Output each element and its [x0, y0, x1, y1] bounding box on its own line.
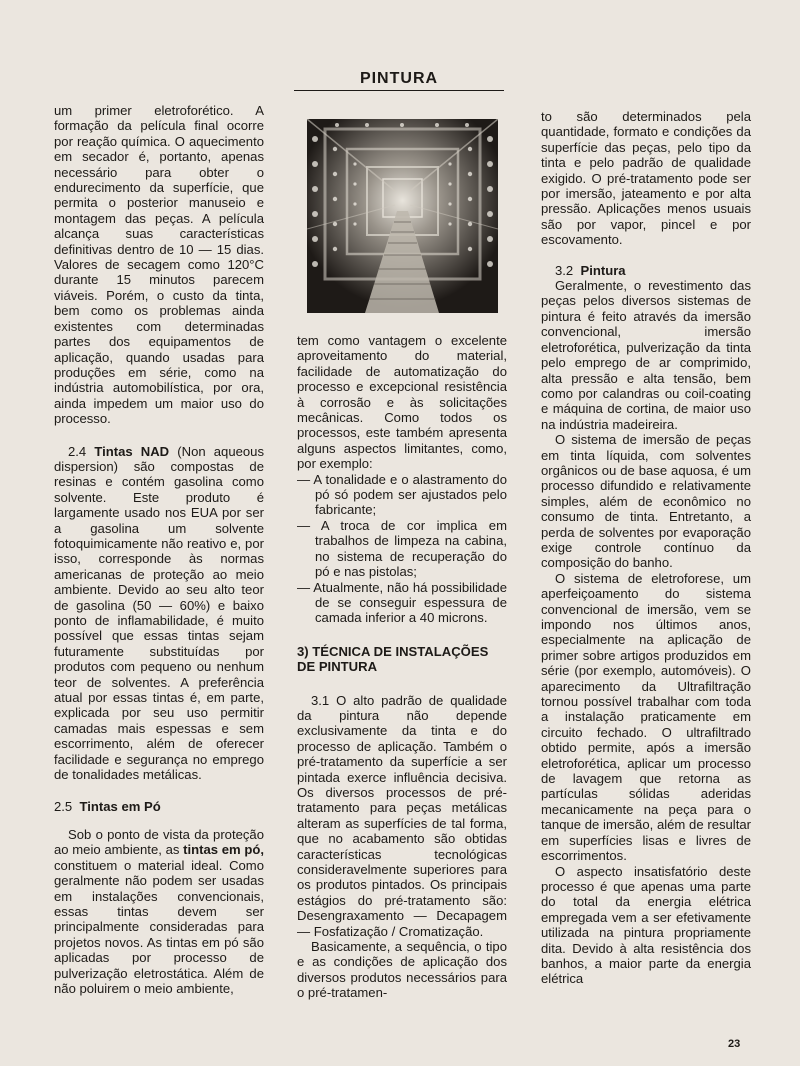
section-number: 3.1 [311, 692, 330, 708]
section-heading: 3) TÉCNICA DE INSTALAÇÕES DE PINTURA [297, 643, 489, 675]
paint-booth-tunnel-photo [307, 119, 498, 313]
text-run: constituem o material ideal. Como geralmente não podem ser usadas em instalações convencionais, essas tintas devem ser principalmente consideradas para projetos novos. As tintas em pó são aplicadas por processo de pulverização eletrostática. Além de não poluirem o meio ambiente, [54, 857, 264, 996]
paragraph-tintas-nad [54, 444, 264, 783]
column-right [541, 109, 751, 987]
bold-run: tintas em pó, [183, 842, 265, 858]
column-left [54, 103, 264, 996]
section-title: Pintura [580, 262, 626, 278]
subheading-pintura [541, 263, 751, 278]
list-item: — Atualmente, não há possibilidade de se conseguir espessura de camada inferior a 40 microns. [297, 579, 507, 626]
paragraph: O aspecto insatisfatório deste processo é que apenas uma parte do total da energia elétrica empregada vem a ser efetivamente utilizada na pintura propriamente dita. Devido à alta resistência dos banhos, a maior parte da energia elétrica [541, 863, 751, 987]
list-item: — A tonalidade e o alastramento do pó só podem ser ajustados pelo fabricante; [297, 471, 507, 518]
section-title: Tintas em Pó [79, 799, 161, 815]
section-number: 2.5 [54, 799, 73, 815]
list-item: — A troca de cor implica em trabalhos de limpeza na cabina, no sistema de recuperação do pó e nas pistolas; [297, 517, 507, 580]
paragraph-tintas-em-po [54, 827, 264, 996]
section-number: 2.4 [68, 443, 87, 459]
subheading-tintas-em-po [54, 799, 264, 814]
paragraph: tem como vantagem o excelente aproveitamento do material, facilidade de automatização do processo e excepcional resistência à corrosão e às solicitações mecânicas. Como todos os processos, este também apresenta alguns aspectos limitantes, como, por exemplo: [297, 333, 507, 472]
section-title: Tintas NAD [94, 443, 170, 459]
paragraph: to são determinados pela quantidade, formato e condições da superfície das peças, pelo tipo da tinta e pelo padrão de qualidade exigido. O pré-tratamento pode ser por imersão, jateamento e por alta pressão. Aplicações menos usuais são por vapor, pincel e por escovamento. [541, 109, 751, 248]
section-text: (Non aqueous dispersion) são compostas de resinas e contém gasolina como solvente. Este produto é largamente usado nos EUA por ser a gasolina um solvente fotoquimicamente não reativo e, por isso, corresponde às normas americanas de proteção ao meio ambiente. Devido ao seu alto teor de gasolina (50 — 60%) e baixo ponto de inflamabilidade, é muito possível que essas tintas sejam futuramente substituídas por produtos com pequeno ou nenhum teor de solventes. A preferência atual por essas tintas é, em parte, explicada por seu uso permitir camadas mais espessas e sem escorrimento, além de oferecer facilidade e segurança no emprego de tonalidades metálicas. [54, 443, 265, 783]
section-number: 3.2 [555, 262, 574, 278]
paragraph: Geralmente, o revestimento das peças pelos diversos sistemas de pintura é feito através da imersão convencional, imersão eletroforética, pulverização da tinta pelo emprego de ar comprimido, alta pressão e alta tensão, bem como por calandras ou coil-coating e máquina de cortina, de maior uso na indústria madeireira. [541, 278, 751, 432]
paragraph-3-1 [297, 693, 507, 940]
paragraph: um primer eletroforético. A formação da película final ocorre por reação química. O aquecimento em secador é, portanto, apenas necessário para obter o endurecimento da superfície, que permita o posterior manuseio e montagem das peças. A película alcança suas características definitivas dentro de 10 — 15 dias. Valores de secagem como 120°C durante 15 minutos parecem viáveis. Porém, o custo da tinta, bem como os problemas ainda existentes com determinadas partes dos equipamentos de aplicação, quando usadas para produções em série, como na indústria automobilística, por ora, ainda impedem um maior uso do processo. [54, 103, 264, 427]
column-middle [297, 333, 507, 1001]
paragraph: O sistema de imersão de peças em tinta líquida, com solventes orgânicos ou de base aquosa, é um processo difundido e relativamente simples, além de econômico no consumo de tinta. Entretanto, a perda de solventes por evaporação exige controle contínuo da composição do banho. [541, 432, 751, 571]
page-number: 23 [728, 1038, 741, 1050]
section-header: PINTURA [294, 70, 504, 91]
paragraph: O sistema de eletroforese, um aperfeiçoamento do sistema convencional de imersão, vem se impondo nos últimos anos, especialmente na aplicação de primer sobre artigos produzidos em série (por exemplo, automóveis). O aparecimento da Ultrafiltração tornou possível trabalhar com toda a instalação praticamente em circuito fechado. O ultrafiltrado obtido permite, após a imersão eletroforética, aplicar um processo de lavagem que retorna as partículas sólidas aderidas mecanicamente na peça para o tanque de imersão, além de resultar em superfícies lisas e livres de escorrimentos. [541, 570, 751, 864]
text-run: Sob o ponto de vista da proteção ao meio ambiente, as [54, 826, 264, 858]
section-text: O alto padrão de qualidade da pintura não depende exclusivamente da tinta e do processo de aplicação. Também o pré-tratamento da superfície a ser pintada exerce influência decisiva. Os diversos processos de pré-tratamento para peças metálicas alteram as superfícies de tal forma, que no acabamento são obtidas características tecnológicas consideravelmente superiores para os produtos pintados. Os principais estágios do pré-tratamento são: Desengraxamento — Decapagem — Fosfatização / Cromatização. [297, 692, 507, 939]
paragraph: Basicamente, a sequência, o tipo e as condições de aplicação dos diversos produtos necessários para o pré-tratamen- [297, 939, 507, 1001]
